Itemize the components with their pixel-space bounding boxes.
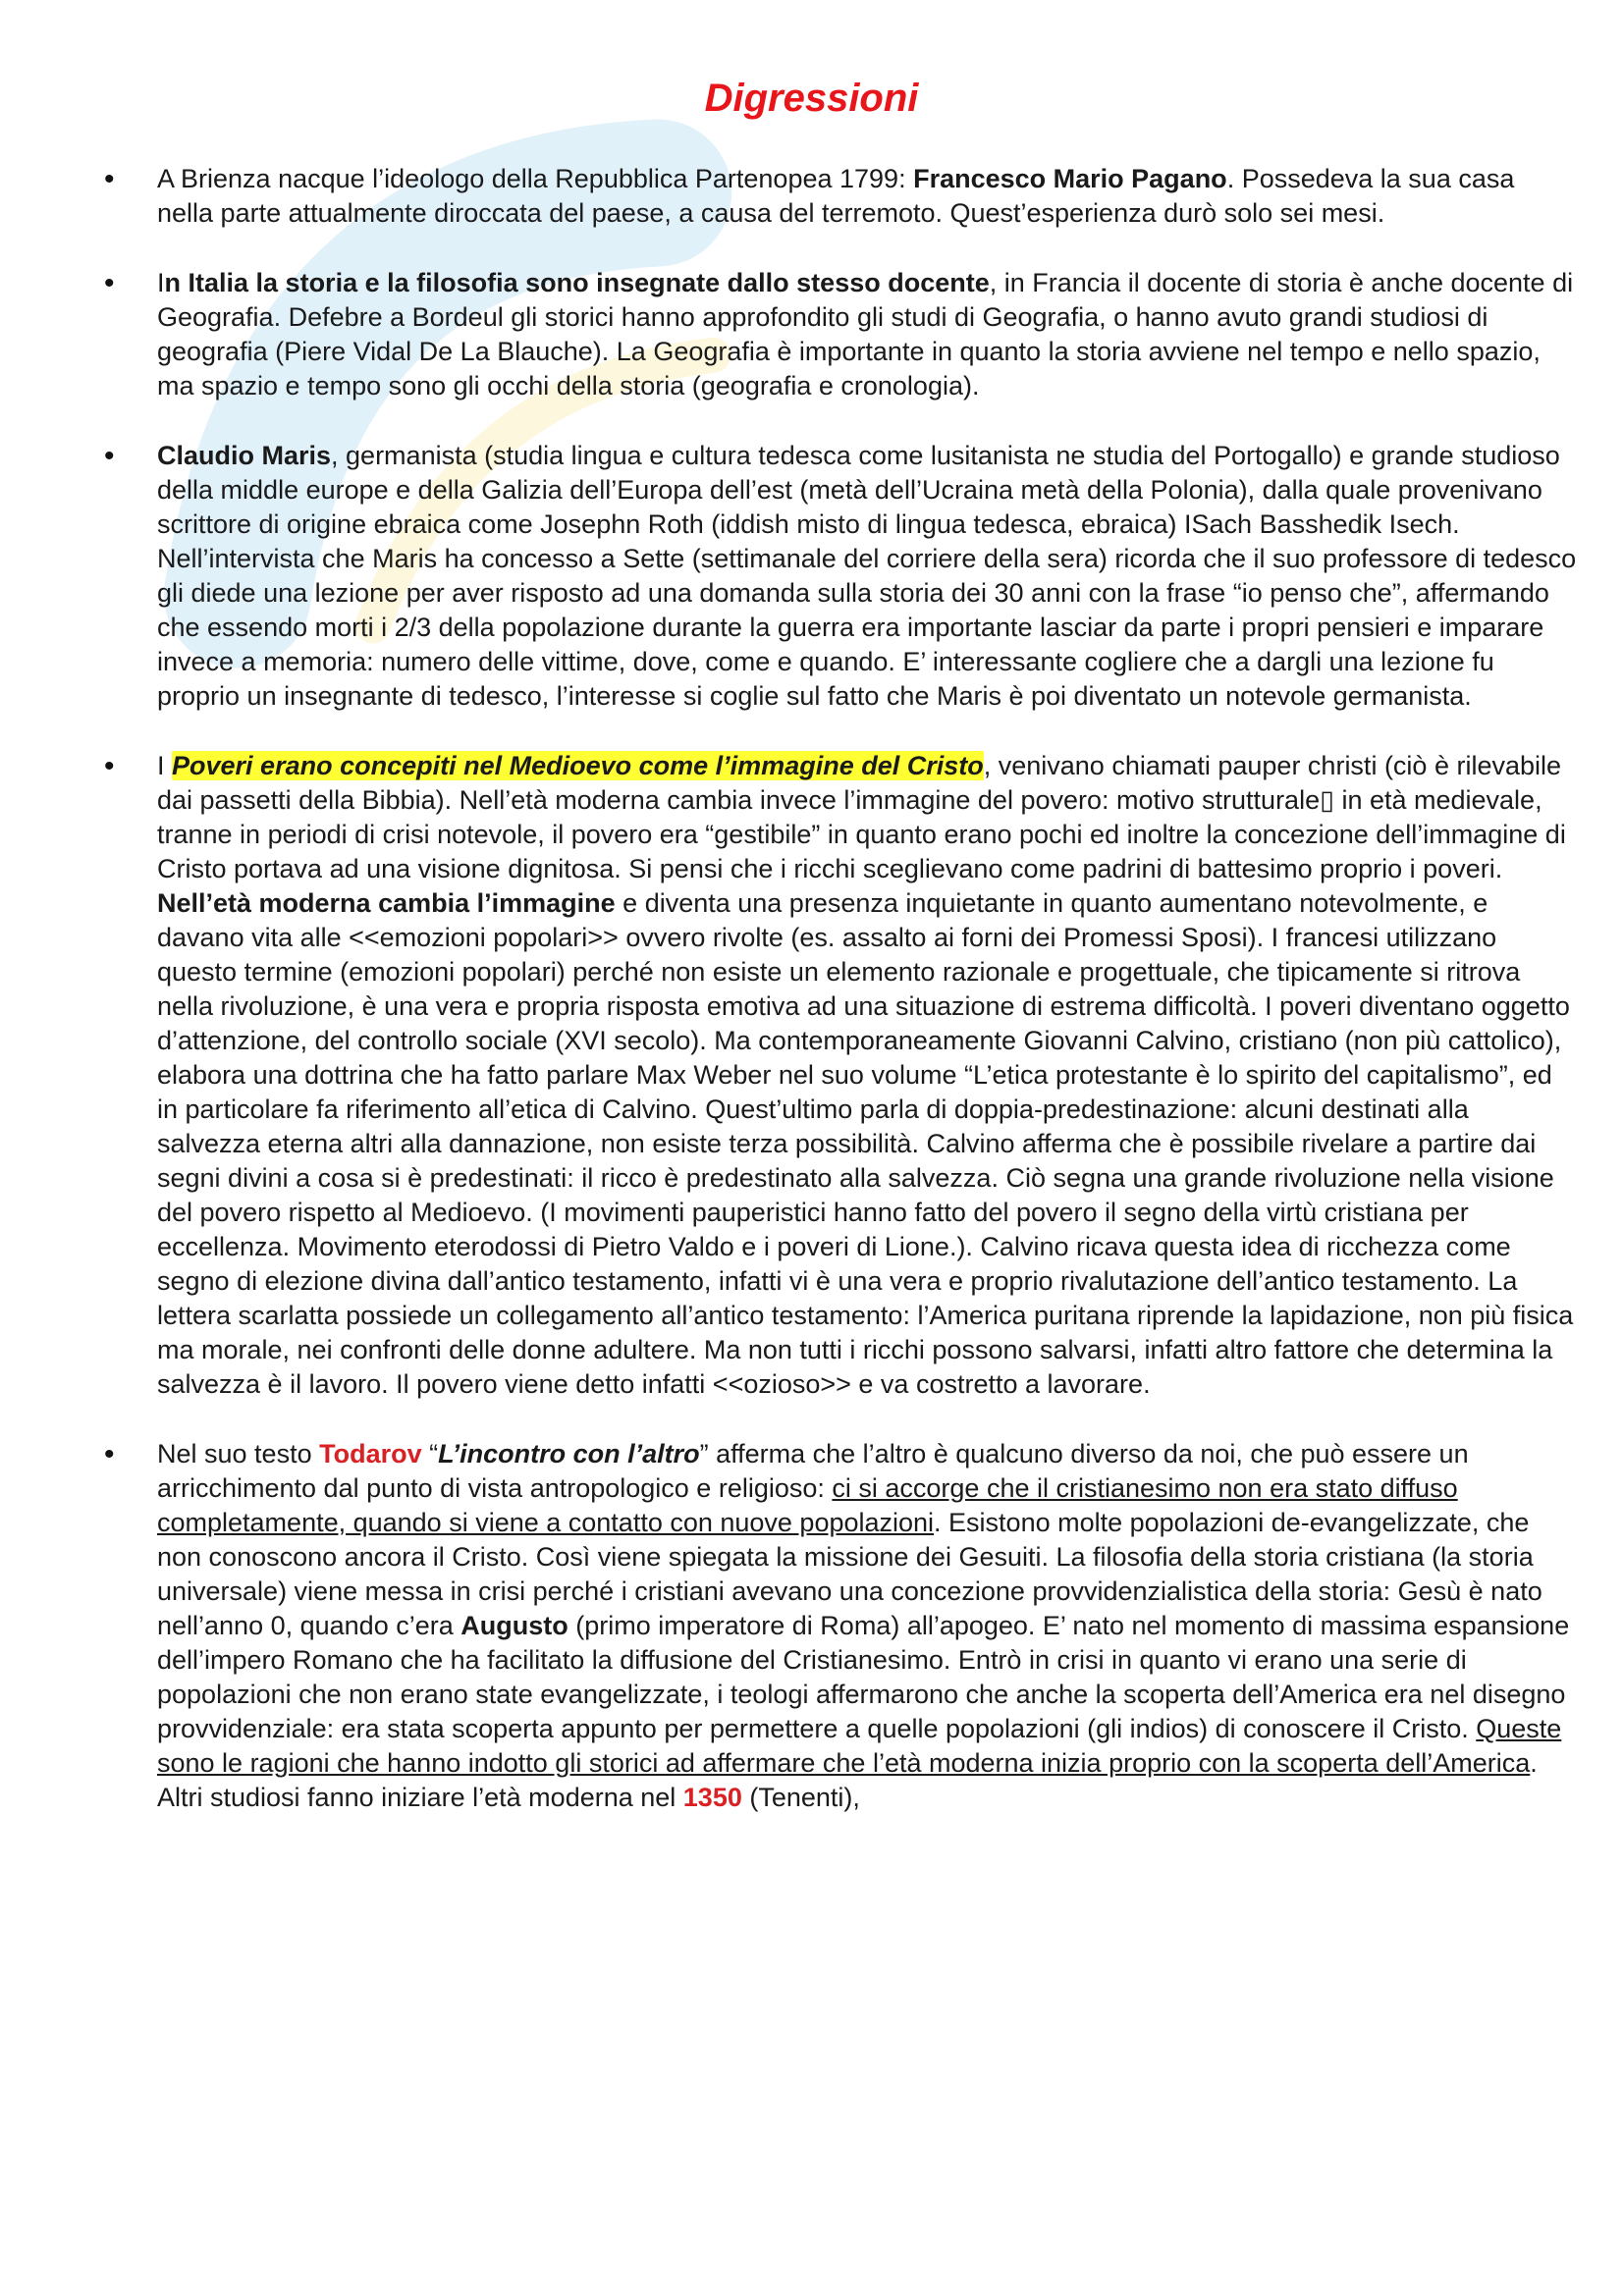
bullet-list	[104, 162, 1577, 1815]
bullet-item-poveri	[104, 749, 1577, 1402]
text: . Possedeva la sua casa nella parte attualmente diroccata del paese, a causa del terremoto. Quest’esperienza durò solo sei mesi.	[157, 164, 1515, 228]
red-year: 1350	[682, 1783, 742, 1812]
bold-name: Francesco Mario Pagano	[913, 164, 1227, 193]
highlighted-text: Poveri erano concepiti nel Medioevo come l’immagine del Cristo	[172, 751, 984, 780]
text: e diventa una presenza inquietante in quanto aumentano notevolmente, e davano vita alle <<emozioni popolari>> ovvero rivolte (es. assalto ai forni dei Promessi Sposi). I francesi utilizzano questo termine (emozioni popolari) perché non esiste un elemento razionale e progettuale, che tipicamente si ritrova nella rivoluzione, è una vera e propria risposta emotiva ad una situazione di estrema difficoltà. I poveri diventano oggetto d’attenzione, del controllo sociale (XVI secolo). Ma contemporaneamente Giovanni Calvino, cristiano (non più cattolico), elabora una dottrina che ha fatto parlare Max Weber nel suo volume “L’etica protestante è lo spirito del capitalismo”, ed in particolare fa riferimento all’etica di Calvino. Quest’ultimo parla di doppia-predestinazione: alcuni destinati alla salvezza eterna altri alla dannazione, non esiste terza possibilità. Calvino afferma che è possibile rivelare a partire dai segni divini a cosa si è predestinati: il ricco è predestinato alla salvezza. Ciò segna una grande rivoluzione nella visione del povero rispetto al Medioevo. (I movimenti pauperistici hanno fatto del povero il segno della virtù cristiana per eccellenza. Movimento eterodossi di Pietro Valdo e i poveri di Lione.). Calvino ricava questa idea di ricchezza come segno di elezione divina dall’antico testamento, infatti vi è una vera e proprio rivalutazione dell’antico testamento. La lettera scarlatta possiede un collegamento all’antico testamento: l’America puritana riprende la lapidazione, non più fisica ma morale, nei confronti delle donne adultere. Ma non tutti i ricchi possono salvarsi, infatti altro fattore che determina la salvezza è il lavoro. Il povero viene detto infatti <<ozioso>> e va costretto a lavorare.	[157, 888, 1574, 1399]
text: . Esistono molte popolazioni de-evangelizzate, che non conoscono ancora il Cristo. Così viene spiegata la missione dei Gesuiti. La filosofia della storia cristiana (la storia universale) viene messa in crisi perché i cristiani avevano una concezione provvidenzialistica della storia: Gesù è nato nell’anno 0, quando c’era	[157, 1508, 1542, 1640]
bold-text: Nell’età moderna cambia l’immagine	[157, 888, 616, 918]
book-title: L’incontro con l’altro	[438, 1439, 700, 1468]
text: , in Francia il docente di storia è anche docente di Geografia. Defebre a Bordeul gli storici hanno approfondito gli studi di Geografia, o hanno avuto grandi studiosi di geografia (Piere Vidal De La Blauche). La Geografia è importante in quanto la storia avviene nel tempo e nello spazio, ma spazio e tempo sono gli occhi della storia (geografia e cronologia).	[157, 268, 1574, 400]
text: I	[157, 751, 173, 780]
text: ” afferma che l’altro è qualcuno diverso da noi, che può essere un arricchimento dal punto di vista antropologico e religioso:	[157, 1439, 1469, 1503]
underlined-text: Queste sono le ragioni che hanno indotto gli storici ad affermare che l’età moderna inizia proprio con la scoperta dell’America	[157, 1714, 1562, 1778]
bullet-item-storia-filosofia	[104, 266, 1577, 403]
bullet-item-pagano	[104, 162, 1577, 231]
text: “	[421, 1439, 439, 1468]
bold-text: n Italia la storia e la filosofia sono insegnate dallo stesso docente	[164, 268, 990, 297]
page-title: Digressioni	[704, 77, 919, 120]
red-name: Todarov	[319, 1439, 422, 1468]
underlined-text: ci si accorge che il cristianesimo non era stato diffuso completamente, quando si viene a contatto con nuove popolazioni	[157, 1473, 1458, 1537]
bullet-item-maris	[104, 439, 1577, 714]
text: , germanista (studia lingua e cultura tedesca come lusitanista ne studia del Portogallo) e grande studioso della middle europe e della Galizia dell’Europa dell’est (metà dell’Ucraina metà della Polonia), dalla quale provenivano scrittore di origine ebraica come Josephn Roth (iddish misto di lingua tedesca, ebraica) ISach Basshedik Isech. Nell’intervista che Maris ha concesso a Sette (settimanale del corriere della sera) ricorda che il suo professore di tedesco gli diede una lezione per aver risposto ad una domanda sulla storia dei 30 anni con la frase “io penso che”, affermando che essendo morti i 2/3 della popolazione durante la guerra era importante lasciar da parte i propri pensieri e imparare invece a memoria: numero delle vittime, dove, come e quando. E’ interessante cogliere che a dargli una lezione fu proprio un insegnante di tedesco, l’interesse si coglie sul fatto che Maris è poi diventato un notevole germanista.	[157, 441, 1577, 711]
text: Nel suo testo	[157, 1439, 320, 1468]
text: A Brienza nacque l’ideologo della Repubblica Partenopea 1799:	[157, 164, 914, 193]
text: . Altri studiosi fanno iniziare l’età moderna nel	[157, 1748, 1538, 1812]
text: I	[157, 268, 165, 297]
bullet-item-todarov	[104, 1437, 1577, 1815]
text: , venivano chiamati pauper christi (ciò è rilevabile dai passetti della Bibbia). Nell’età moderna cambia invece l’immagine del povero: motivo strutturale▯ in età medievale, tranne in periodi di crisi notevole, il povero era “gestibile” in quanto erano pochi ed inoltre la concezione dell’immagine di Cristo portava ad una visione dignitosa. Si pensi che i ricchi sceglievano come padrini di battesimo proprio i poveri.	[157, 751, 1566, 883]
text: (primo imperatore di Roma) all’apogeo. E’ nato nel momento di massima espansione dell’impero Romano che ha facilitato la diffusione del Cristianesimo. Entrò in crisi in quanto vi erano una serie di popolazioni che non erano state evangelizzate, i teologi affermarono che anche la scoperta dell’America era nel disegno provvidenziale: era stata scoperta appunto per permettere a quelle popolazioni (gli indios) di conoscere il Cristo.	[157, 1611, 1570, 1743]
bold-name: Augusto	[460, 1611, 568, 1640]
bold-name: Claudio Maris	[157, 441, 332, 470]
text: (Tenenti),	[741, 1783, 860, 1812]
document-body	[104, 162, 1577, 1850]
